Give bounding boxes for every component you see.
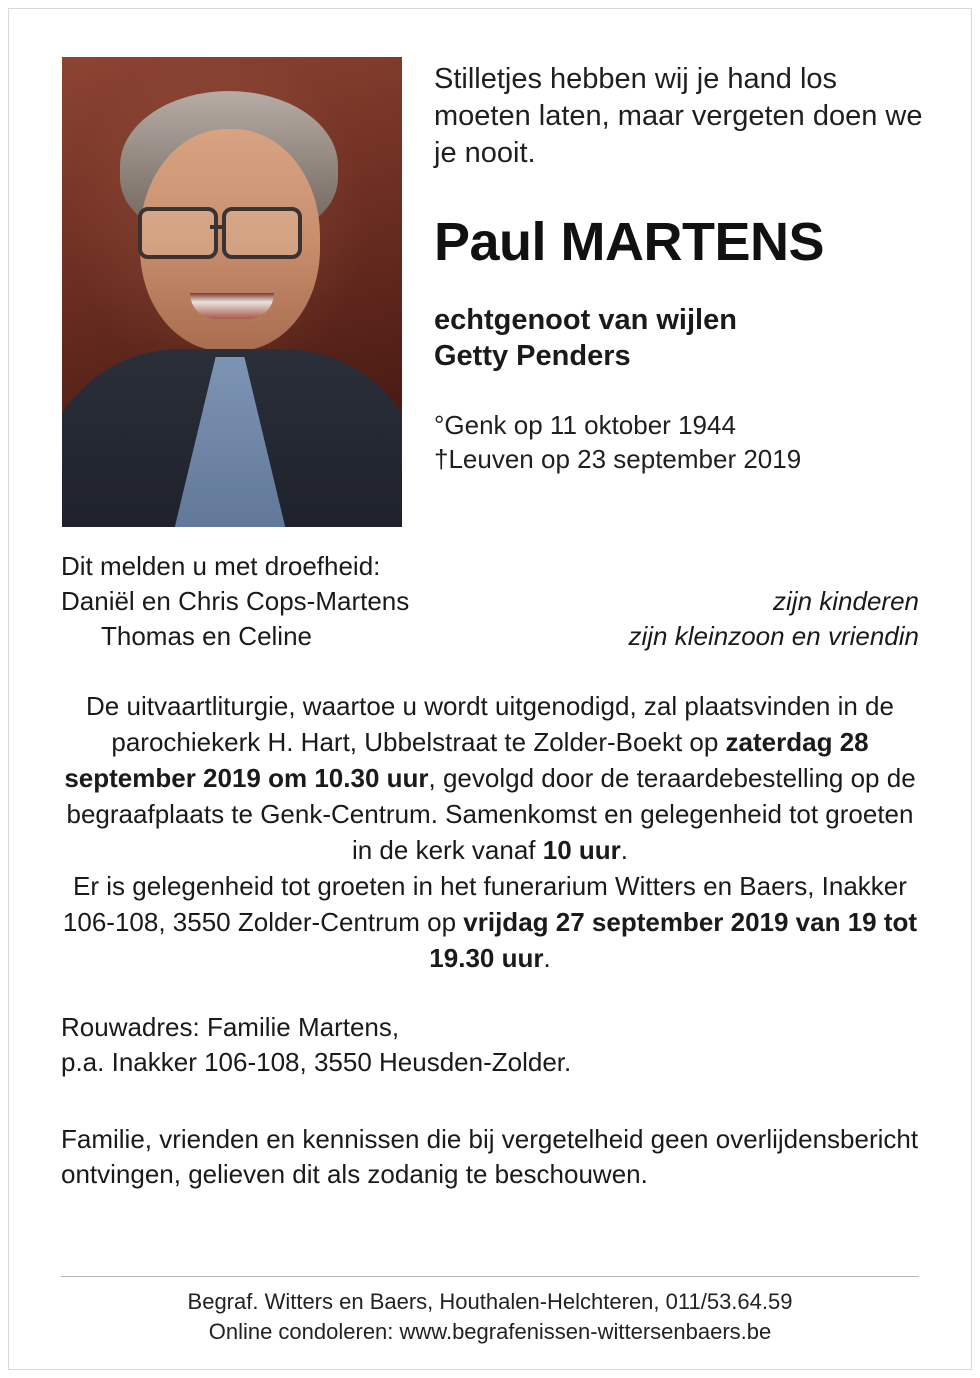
- mourning-address: [61, 1010, 919, 1080]
- glasses-bridge-icon: [210, 225, 224, 229]
- body-section: [9, 549, 971, 1192]
- portrait-photo: [62, 57, 402, 527]
- service-text-part2: , gevolgd door de teraardebestelling op de begraafplaats te Genk-Centrum. Samenkomst en gelegenheid tot groeten in de kerk vanaf: [66, 763, 916, 865]
- birth-date: °Genk op 11 oktober 1944: [434, 410, 736, 440]
- glasses-right-lens-icon: [222, 207, 302, 259]
- death-date: †Leuven op 23 september 2019: [434, 444, 802, 474]
- service-text-part3: .: [620, 835, 629, 865]
- header-text: [434, 61, 924, 476]
- memorial-quote: Stilletjes hebben wij je hand los moeten laten, maar vergeten doen we je nooit.: [434, 63, 923, 169]
- service-datetime: zaterdag 28 september 2019 om 10.30 uur: [64, 727, 869, 793]
- spouse-relation-line1: echtgenoot van wijlen: [434, 304, 737, 336]
- family-relation: zijn kinderen: [773, 586, 919, 616]
- visitation-datetime: vrijdag 27 september 2019 van 19 tot 19.30 uur: [429, 907, 918, 973]
- family-names: Thomas en Celine: [101, 621, 312, 651]
- announcement-intro: Dit melden u met droefheid:: [61, 551, 381, 581]
- family-row: [61, 619, 919, 654]
- glasses-left-lens-icon: [138, 207, 218, 259]
- service-text-part1: De uitvaartliturgie, waartoe u wordt uitgenodigd, zal plaatsvinden in de parochiekerk H. Hart, Ubbelstraat te Zolder-Boekt op: [86, 691, 894, 757]
- service-gathering-time: 10 uur: [542, 835, 621, 865]
- family-names: Daniël en Chris Cops-Martens: [61, 586, 410, 616]
- funeral-home-visitation: [61, 868, 919, 976]
- mourning-address-line1: Rouwadres: Familie Martens,: [61, 1012, 400, 1042]
- portrait-smile: [190, 293, 274, 319]
- service-details: [61, 688, 919, 976]
- visitation-text-part2: .: [543, 943, 551, 973]
- spouse-name: Getty Penders: [434, 340, 631, 372]
- obituary-card: [8, 8, 972, 1370]
- closing-note: Familie, vrienden en kennissen die bij vergetelheid geen overlijdensbericht ontvingen, gelieven dit als zodanig te beschouwen.: [61, 1124, 919, 1189]
- condolence-website[interactable]: Online condoleren: www.begrafenissen-wittersenbaers.be: [208, 1319, 772, 1344]
- spouse-relation: [434, 302, 924, 374]
- deceased-name: Paul MARTENS: [434, 212, 825, 272]
- life-dates: [434, 408, 924, 476]
- family-row: [61, 584, 919, 619]
- visitation-text-part1: Er is gelegenheid tot groeten in het funerarium Witters en Baers, Inakker 106-108, 3550 Zolder-Centrum op: [62, 871, 907, 937]
- mourning-address-line2: p.a. Inakker 106-108, 3550 Heusden-Zolder.: [61, 1047, 572, 1077]
- footer: [61, 1276, 919, 1347]
- header-section: [9, 9, 971, 529]
- funeral-home-info: Begraf. Witters en Baers, Houthalen-Helchteren, 011/53.64.59: [187, 1289, 793, 1314]
- family-relation: zijn kleinzoon en vriendin: [628, 621, 919, 651]
